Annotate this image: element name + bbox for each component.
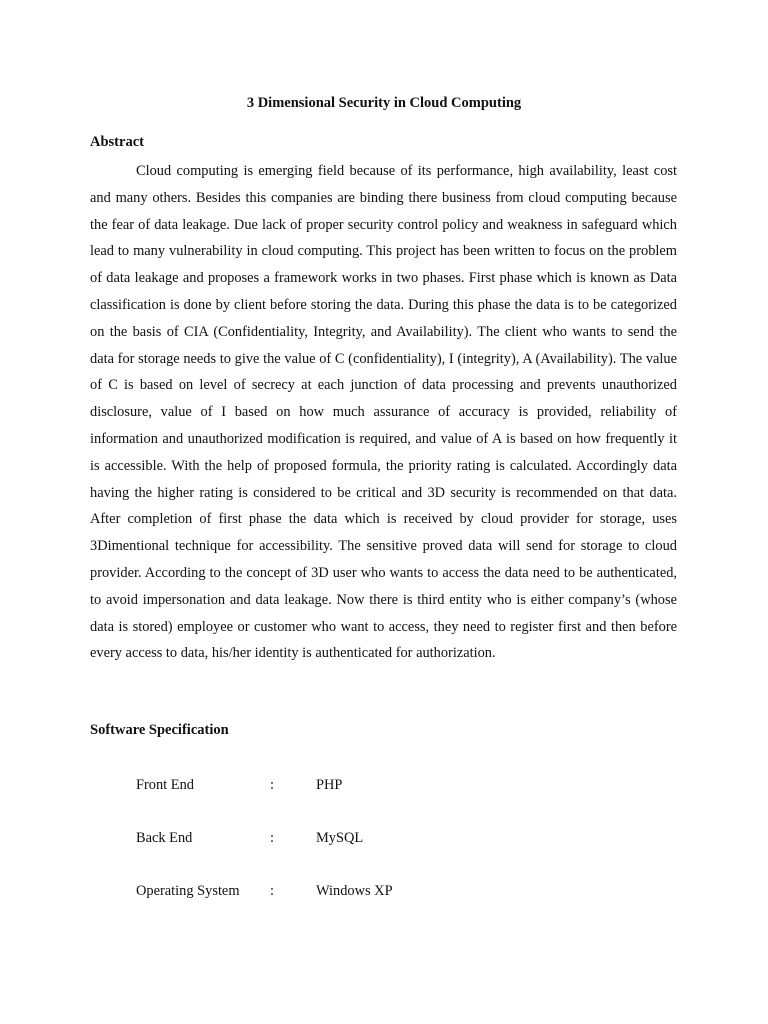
spec-label: Operating System: [136, 883, 240, 899]
spec-value: PHP: [316, 777, 343, 793]
software-specification-heading: Software Specification: [90, 722, 229, 738]
abstract-heading: Abstract: [90, 134, 144, 150]
spec-value: MySQL: [316, 830, 364, 846]
spec-row-back-end: [0, 828, 768, 848]
spec-value: Windows XP: [316, 883, 393, 899]
abstract-body: Cloud computing is emerging field because of its performance, high availability, least cost and many others. Besides this companies are binding there business from cloud computing because the fear of data leakage. Due lack of proper security control policy and weakness in safeguard which lead to many vulnerability in cloud computing. This project has been written to focus on the problem of data leakage and proposes a framework works in two phases. First phase which is known as Data classification is done by client before storing the data. During this phase the data is to be categorized on the basis of CIA (Confidentiality, Integrity, and Availability). The client who wants to send the data for storage needs to give the value of C (confidentiality), I (integrity), A (Availability). The value of C is based on level of secrecy at each junction of data processing and prevents unauthorized disclosure, value of I based on how much assurance of accuracy is provided, reliability of information and unauthorized modification is required, and value of A is based on how frequently it is accessible. With the help of proposed formula, the priority rating is calculated. Accordingly data having the higher rating is considered to be critical and 3D security is recommended on that data. After completion of first phase the data which is received by cloud provider for storage, uses 3Dimentional technique for accessibility. The sensitive proved data will send for storage to cloud provider. According to the concept of 3D user who wants to access the data need to be authenticated, to avoid impersonation and data leakage. Now there is third entity who is either company’s (whose data is stored) employee or customer who want to access, they need to register first and then before every access to data, his/her identity is authenticated for authorization.: [90, 163, 677, 662]
spec-separator: :: [270, 830, 274, 846]
document-title: 3 Dimensional Security in Cloud Computing: [246, 95, 522, 111]
spec-row-front-end: [0, 775, 768, 795]
spec-separator: :: [270, 883, 274, 899]
spec-separator: :: [270, 777, 274, 793]
spec-label: Back End: [136, 830, 193, 846]
spec-row-operating-system: [0, 881, 768, 901]
spec-label: Front End: [136, 777, 194, 793]
